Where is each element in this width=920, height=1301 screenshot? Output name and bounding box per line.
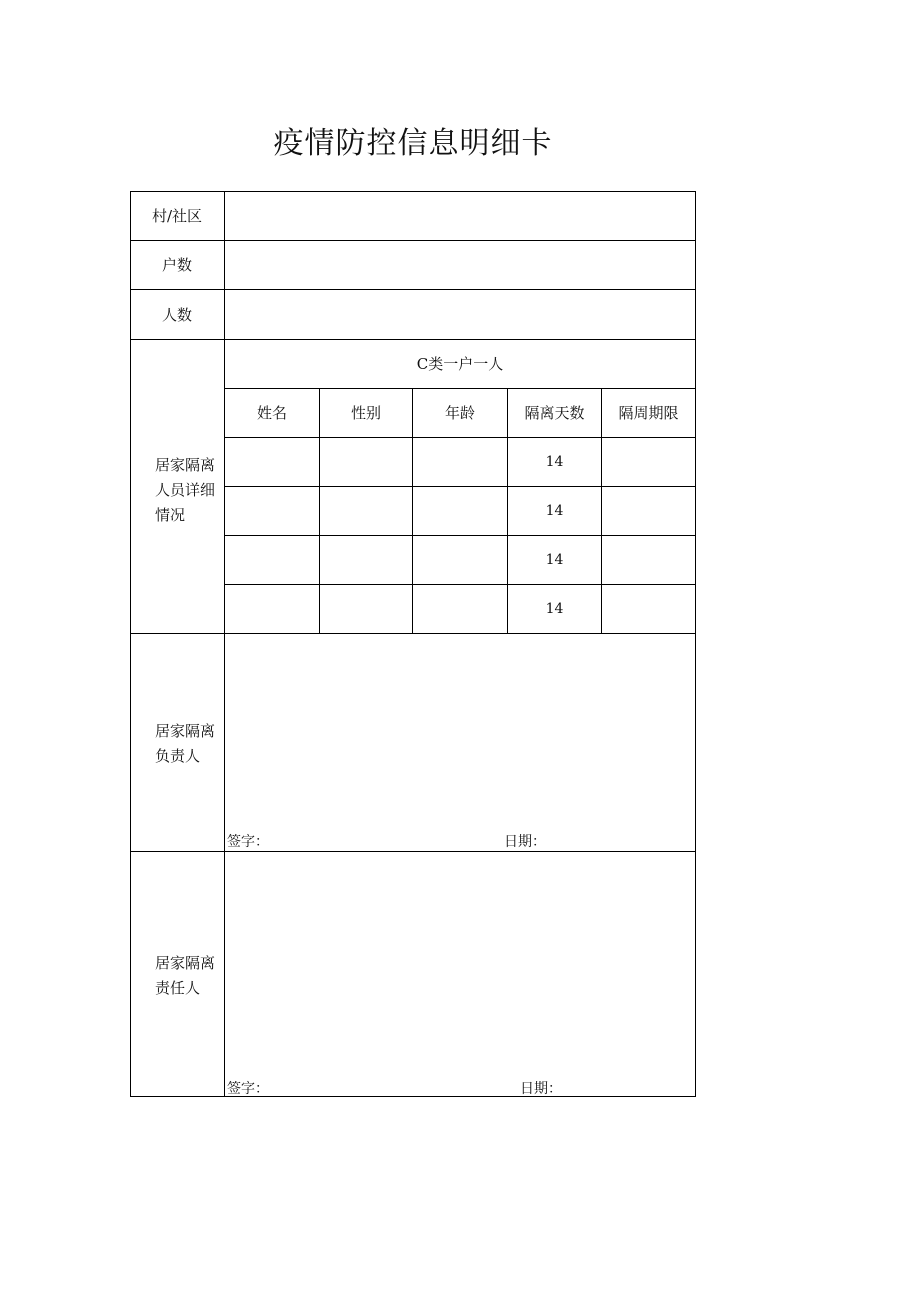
record-gender-cell[interactable] [320,535,412,584]
record-age-cell[interactable] [413,584,507,633]
record-period-cell[interactable] [602,486,695,535]
responsible-signature-label: 签字： [227,1081,269,1097]
record-name-cell[interactable] [225,437,319,486]
record-period-cell[interactable] [602,584,695,633]
record-days-cell[interactable]: 14 [545,600,564,617]
record-gender-cell[interactable] [320,437,412,486]
record-name-cell[interactable] [225,486,319,535]
record-period-cell[interactable] [602,437,695,486]
record-days-cell[interactable]: 14 [545,453,564,470]
column-header-age: 年龄 [444,404,475,422]
supervisor-label [155,719,215,769]
village-value[interactable] [225,191,695,240]
record-period-cell[interactable] [602,535,695,584]
column-header-gender: 性别 [350,404,381,422]
record-days-cell[interactable]: 14 [545,502,564,519]
village-label: 村/社区 [151,207,203,225]
people-value[interactable] [225,289,695,339]
info-card-form [130,191,696,1097]
supervisor-signature-area[interactable] [225,634,695,829]
record-gender-cell[interactable] [320,584,412,633]
record-age-cell[interactable] [413,535,507,584]
detail-label-line: 情况 [155,506,186,524]
column-header-name: 姓名 [256,404,287,422]
page-title: 疫情防控信息明细卡 [273,126,553,161]
responsible-label-line: 居家隔离 [155,954,216,972]
record-gender-cell[interactable] [320,486,412,535]
record-age-cell[interactable] [413,437,507,486]
record-days-cell[interactable]: 14 [545,551,564,568]
category-header: C类一户一人 [416,355,504,373]
responsible-date-label: 日期： [520,1081,562,1097]
record-age-cell[interactable] [413,486,507,535]
detail-label-line: 人员详细 [155,481,216,499]
supervisor-signature-label: 签字： [227,834,269,850]
record-name-cell[interactable] [225,584,319,633]
record-name-cell[interactable] [225,535,319,584]
responsible-signature-area[interactable] [225,852,695,1074]
column-header-days: 隔离天数 [524,404,585,422]
detail-section-label [155,453,215,528]
responsible-label-line: 责任人 [155,979,201,997]
supervisor-label-line: 居家隔离 [155,722,216,740]
column-header-period: 隔周期限 [618,404,679,422]
people-label: 人数 [161,305,192,324]
responsible-label [155,951,215,1001]
supervisor-label-line: 负责人 [155,747,201,765]
households-value[interactable] [225,240,695,289]
households-label: 户数 [161,256,192,274]
detail-label-line: 居家隔离 [155,456,216,474]
supervisor-date-label: 日期： [504,834,546,850]
